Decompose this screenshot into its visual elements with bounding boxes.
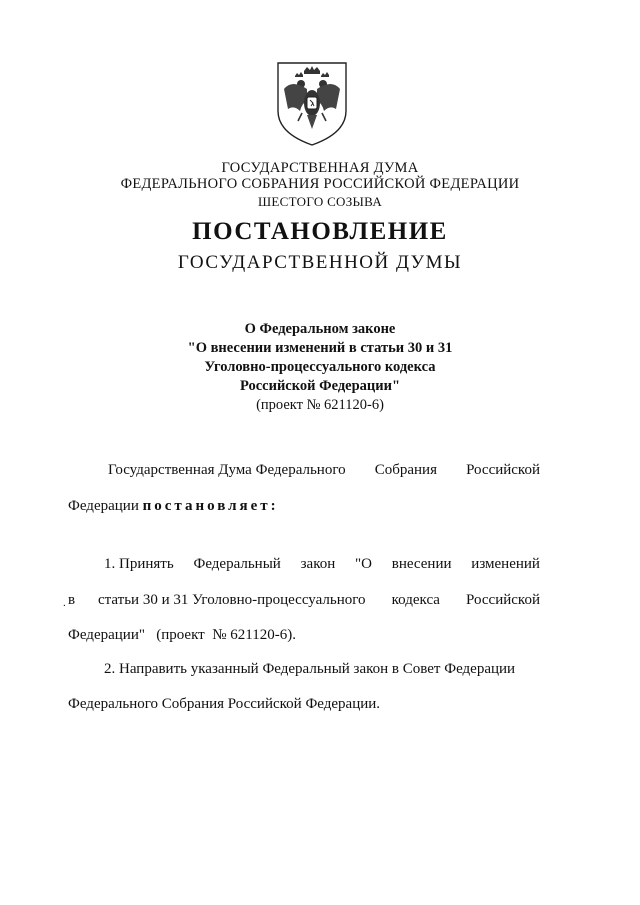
header-line-2: ФЕДЕРАЛЬНОГО СОБРАНИЯ РОССИЙСКОЙ ФЕДЕРАЦИИ	[120, 176, 520, 192]
resolves-word: постановляет:	[142, 498, 279, 514]
item-1-word: внесении	[391, 556, 452, 572]
header-line-3: ШЕСТОГО СОЗЫВА	[257, 194, 383, 209]
item-1-word: закон	[300, 556, 336, 572]
subject-line-4: Российской Федерации"	[239, 378, 401, 394]
item-1-prefix: в	[68, 592, 76, 608]
intro-line-1	[108, 461, 540, 479]
intro-word: Российской	[466, 462, 540, 478]
item-1-word: Российской	[466, 592, 540, 608]
item-1-word: 1. Принять	[104, 556, 174, 572]
intro-federation: Федерации	[68, 498, 139, 514]
document-subtitle: ГОСУДАРСТВЕННОЙ ДУМЫ	[177, 252, 463, 273]
item-1-word: изменений	[471, 556, 540, 572]
document-title: ПОСТАНОВЛЕНИЕ	[192, 218, 448, 245]
item-1-word: Федеральный	[193, 556, 281, 572]
item-1-line-2	[98, 591, 540, 609]
item-2-line-1: 2. Направить указанный Федеральный закон в Совет Федерации	[104, 661, 516, 677]
project-number: (проект № 621120-6)	[256, 397, 384, 413]
item-2-line-2: Федерального Собрания Российской Федерации.	[68, 696, 381, 712]
subject-line-3: Уголовно-процессуального кодекса	[204, 359, 436, 375]
intro-word: Государственная Дума Федерального	[108, 462, 346, 478]
header-line-1: ГОСУДАРСТВЕННАЯ ДУМА	[221, 160, 419, 176]
subject-line-2: "О внесении изменений в статьи 30 и 31	[187, 340, 453, 356]
item-1-word: "О	[355, 556, 372, 572]
stray-mark: .	[63, 597, 66, 609]
item-1-word: кодекса	[391, 592, 440, 608]
coat-of-arms-emblem	[274, 59, 350, 147]
intro-word: Собрания	[374, 462, 437, 478]
item-1-line-3: Федерации" (проект № 621120-6).	[68, 627, 296, 643]
subject-block	[0, 320, 640, 415]
subject-line-1: О Федеральном законе	[244, 321, 396, 337]
item-1-line-1	[104, 555, 540, 573]
intro-line-2	[68, 497, 279, 515]
item-1-word: статьи 30 и 31 Уголовно-процессуального	[98, 592, 366, 608]
